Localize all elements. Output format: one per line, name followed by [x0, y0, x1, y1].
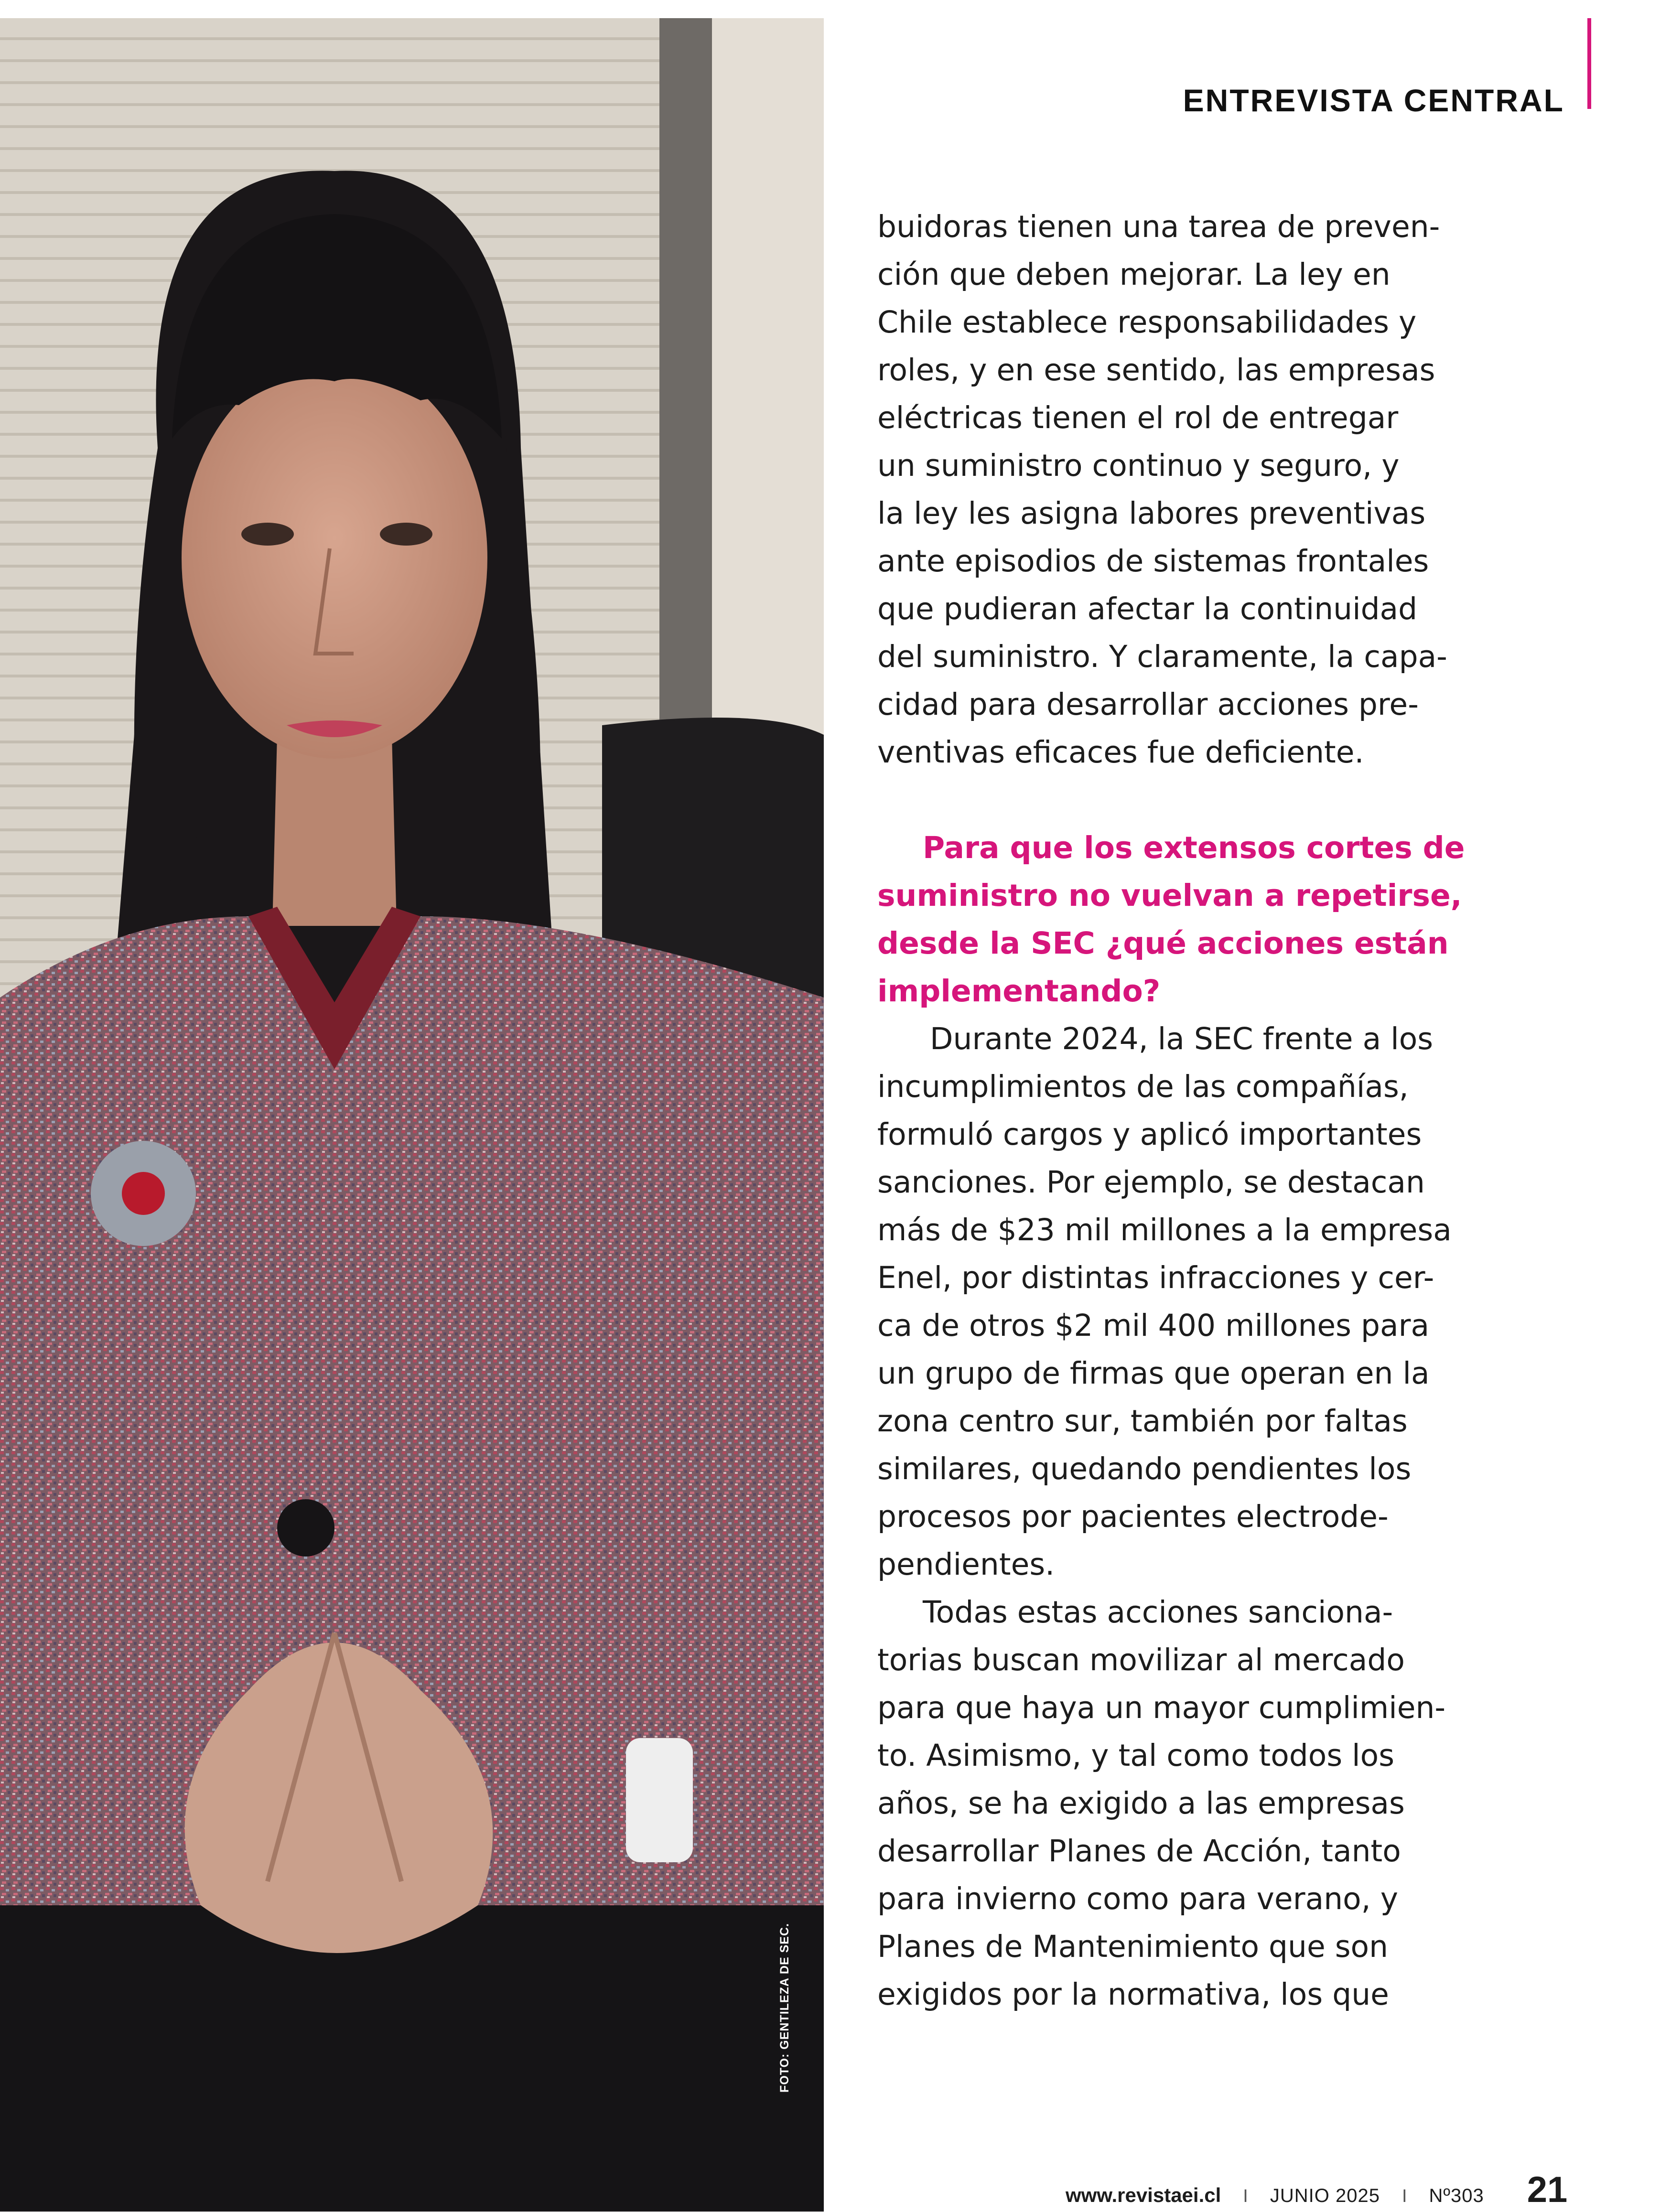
paragraph-gap — [877, 776, 1518, 824]
text-line: pendientes. — [877, 1547, 1055, 1582]
text-line: desarrollar Planes de Acción, tanto — [877, 1834, 1401, 1868]
text-line: roles, y en ese sentido, las empresas — [877, 353, 1435, 387]
text-line: similares, quedando pendientes los — [877, 1451, 1412, 1486]
text-line: sanciones. Por ejemplo, se destacan — [877, 1165, 1425, 1200]
text-line: ventivas eficaces fue deficiente. — [877, 735, 1364, 770]
text-line: incumplimientos de las compañías, — [877, 1069, 1409, 1104]
text-line: ca de otros $2 mil 400 millones para — [877, 1308, 1430, 1343]
text-line: procesos por pacientes electrode- — [877, 1499, 1389, 1534]
text-line: para invierno como para verano, y — [877, 1881, 1399, 1916]
text-line: más de $23 mil millones a la empresa — [877, 1213, 1452, 1247]
text-line: para que haya un mayor cumplimien- — [877, 1690, 1446, 1725]
text-line: eléctricas tienen el rol de entregar — [877, 400, 1399, 435]
text-line: Planes de Mantenimiento que son — [877, 1929, 1389, 1964]
question-line: Para que los extensos cortes de — [923, 830, 1465, 865]
text-line: formuló cargos y aplicó importantes — [877, 1117, 1422, 1152]
text-line: un suministro continuo y seguro, y — [877, 448, 1400, 483]
question-line: suministro no vuelvan a repetirse, — [877, 878, 1462, 913]
text-line: que pudieran afectar la continuidad — [877, 591, 1418, 626]
text-line: ante episodios de sistemas frontales — [877, 544, 1429, 579]
text-line: exigidos por la normativa, los que — [877, 1977, 1389, 2012]
text-line: zona centro sur, también por faltas — [877, 1404, 1408, 1439]
text-line: Enel, por distintas infracciones y cer- — [877, 1260, 1434, 1295]
text-line: del suministro. Y claramente, la capa- — [877, 639, 1447, 674]
text-line: buidoras tienen una tarea de preven- — [877, 209, 1440, 244]
portrait-photo — [0, 18, 824, 2212]
footer-website-link[interactable]: www.revistaei.cl — [1066, 2184, 1221, 2206]
footer-date: JUNIO 2025 — [1270, 2185, 1380, 2206]
text-line: cidad para desarrollar acciones pre- — [877, 687, 1419, 722]
article-body — [877, 203, 1518, 2019]
footer-separator: I — [1401, 2186, 1407, 2206]
text-line: to. Asimismo, y tal como todos los — [877, 1738, 1395, 1773]
photo-credit: FOTO: GENTILEZA DE SEC. — [778, 1923, 791, 2093]
text-line: Durante 2024, la SEC frente a los — [930, 1021, 1434, 1056]
footer-issue-number: Nº303 — [1429, 2185, 1484, 2206]
header-accent-rule — [1587, 18, 1591, 109]
question-line: implementando? — [877, 974, 1161, 1009]
page-footer — [1066, 2169, 1567, 2212]
section-title: ENTREVISTA CENTRAL — [1183, 83, 1564, 118]
text-line: torias buscan movilizar al mercado — [877, 1643, 1405, 1677]
text-line: años, se ha exigido a las empresas — [877, 1786, 1405, 1821]
footer-separator: I — [1243, 2186, 1248, 2206]
text-line: ción que deben mejorar. La ley en — [877, 257, 1391, 292]
text-line: Chile establece responsabilidades y — [877, 305, 1417, 340]
page-number: 21 — [1527, 2169, 1568, 2210]
text-line: la ley les asigna labores preventivas — [877, 496, 1426, 531]
text-line: un grupo de firmas que operan en la — [877, 1356, 1430, 1391]
question-line: desde la SEC ¿qué acciones están — [877, 926, 1449, 961]
text-line: Todas estas acciones sanciona- — [923, 1595, 1393, 1630]
